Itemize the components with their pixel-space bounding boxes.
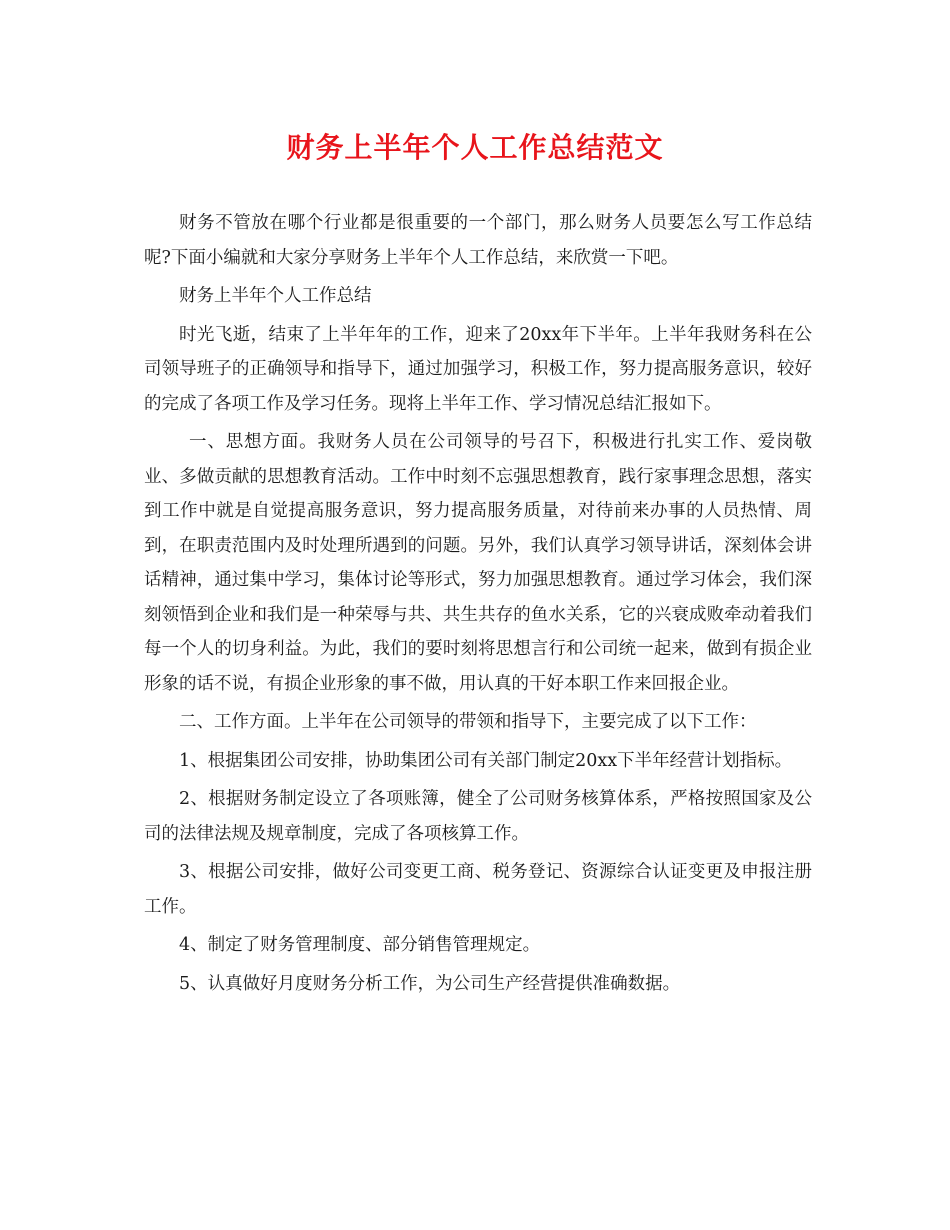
work-paragraph: 二、工作方面。上半年在公司领导的带领和指导下，主要完成了以下工作：	[179, 712, 757, 732]
document-title: 财务上半年个人工作总结范文	[286, 131, 664, 164]
work-item-1: 1、根据集团公司安排，协助集团公司有关部门制定20xx下半年经营计划指标。	[179, 750, 793, 771]
intro-paragraph: 财务不管放在哪个行业都是很重要的一个部门，那么财务人员要怎么写工作总结呢?下面小编就和大家分享财务上半年个人工作总结，来欣赏一下吧。	[144, 213, 812, 268]
overview-paragraph: 时光飞逝，结束了上半年年的工作，迎来了20xx年下半年。上半年我财务科在公司领导班子的正确领导和指导下，通过加强学习，积极工作，努力提高服务意识，较好的完成了各项工作及学习任务。现将上半年工作、学习情况总结汇报如下。	[144, 324, 812, 414]
work-item-2: 2、根据财务制定设立了各项账簿，健全了公司财务核算体系，严格按照国家及公司的法律法规及规章制度，完成了各项核算工作。	[144, 789, 812, 844]
document-body	[144, 206, 812, 1005]
section-heading: 财务上半年个人工作总结	[179, 286, 372, 306]
work-item-4: 4、制定了财务管理制度、部分销售管理规定。	[179, 935, 541, 955]
work-item-3: 3、根据公司安排，做好公司变更工商、税务登记、资源综合认证变更及申报注册工作。	[144, 862, 812, 917]
thought-paragraph: 一、思想方面。我财务人员在公司领导的号召下，积极进行扎实工作、爱岗敬业、多做贡献的思想教育活动。工作中时刻不忘强思想教育，践行家事理念思想，落实到工作中就是自觉提高服务意识，努力提高服务质量，对待前来办事的人员热情、周到，在职责范围内及时处理所遇到的问题。另外，我们认真学习领导讲话，深刻体会讲话精神，通过集中学习，集体讨论等形式，努力加强思想教育。通过学习体会，我们深刻领悟到企业和我们是一种荣辱与共、共生共存的鱼水关系，它的兴衰成败牵动着我们每一个人的切身利益。为此，我们的要时刻将思想言行和公司统一起来，做到有损企业形象的话不说，有损企业形象的事不做，用认真的干好本职工作来回报企业。	[144, 432, 812, 694]
work-item-5: 5、认真做好月度财务分析工作，为公司生产经营提供准确数据。	[179, 973, 681, 994]
